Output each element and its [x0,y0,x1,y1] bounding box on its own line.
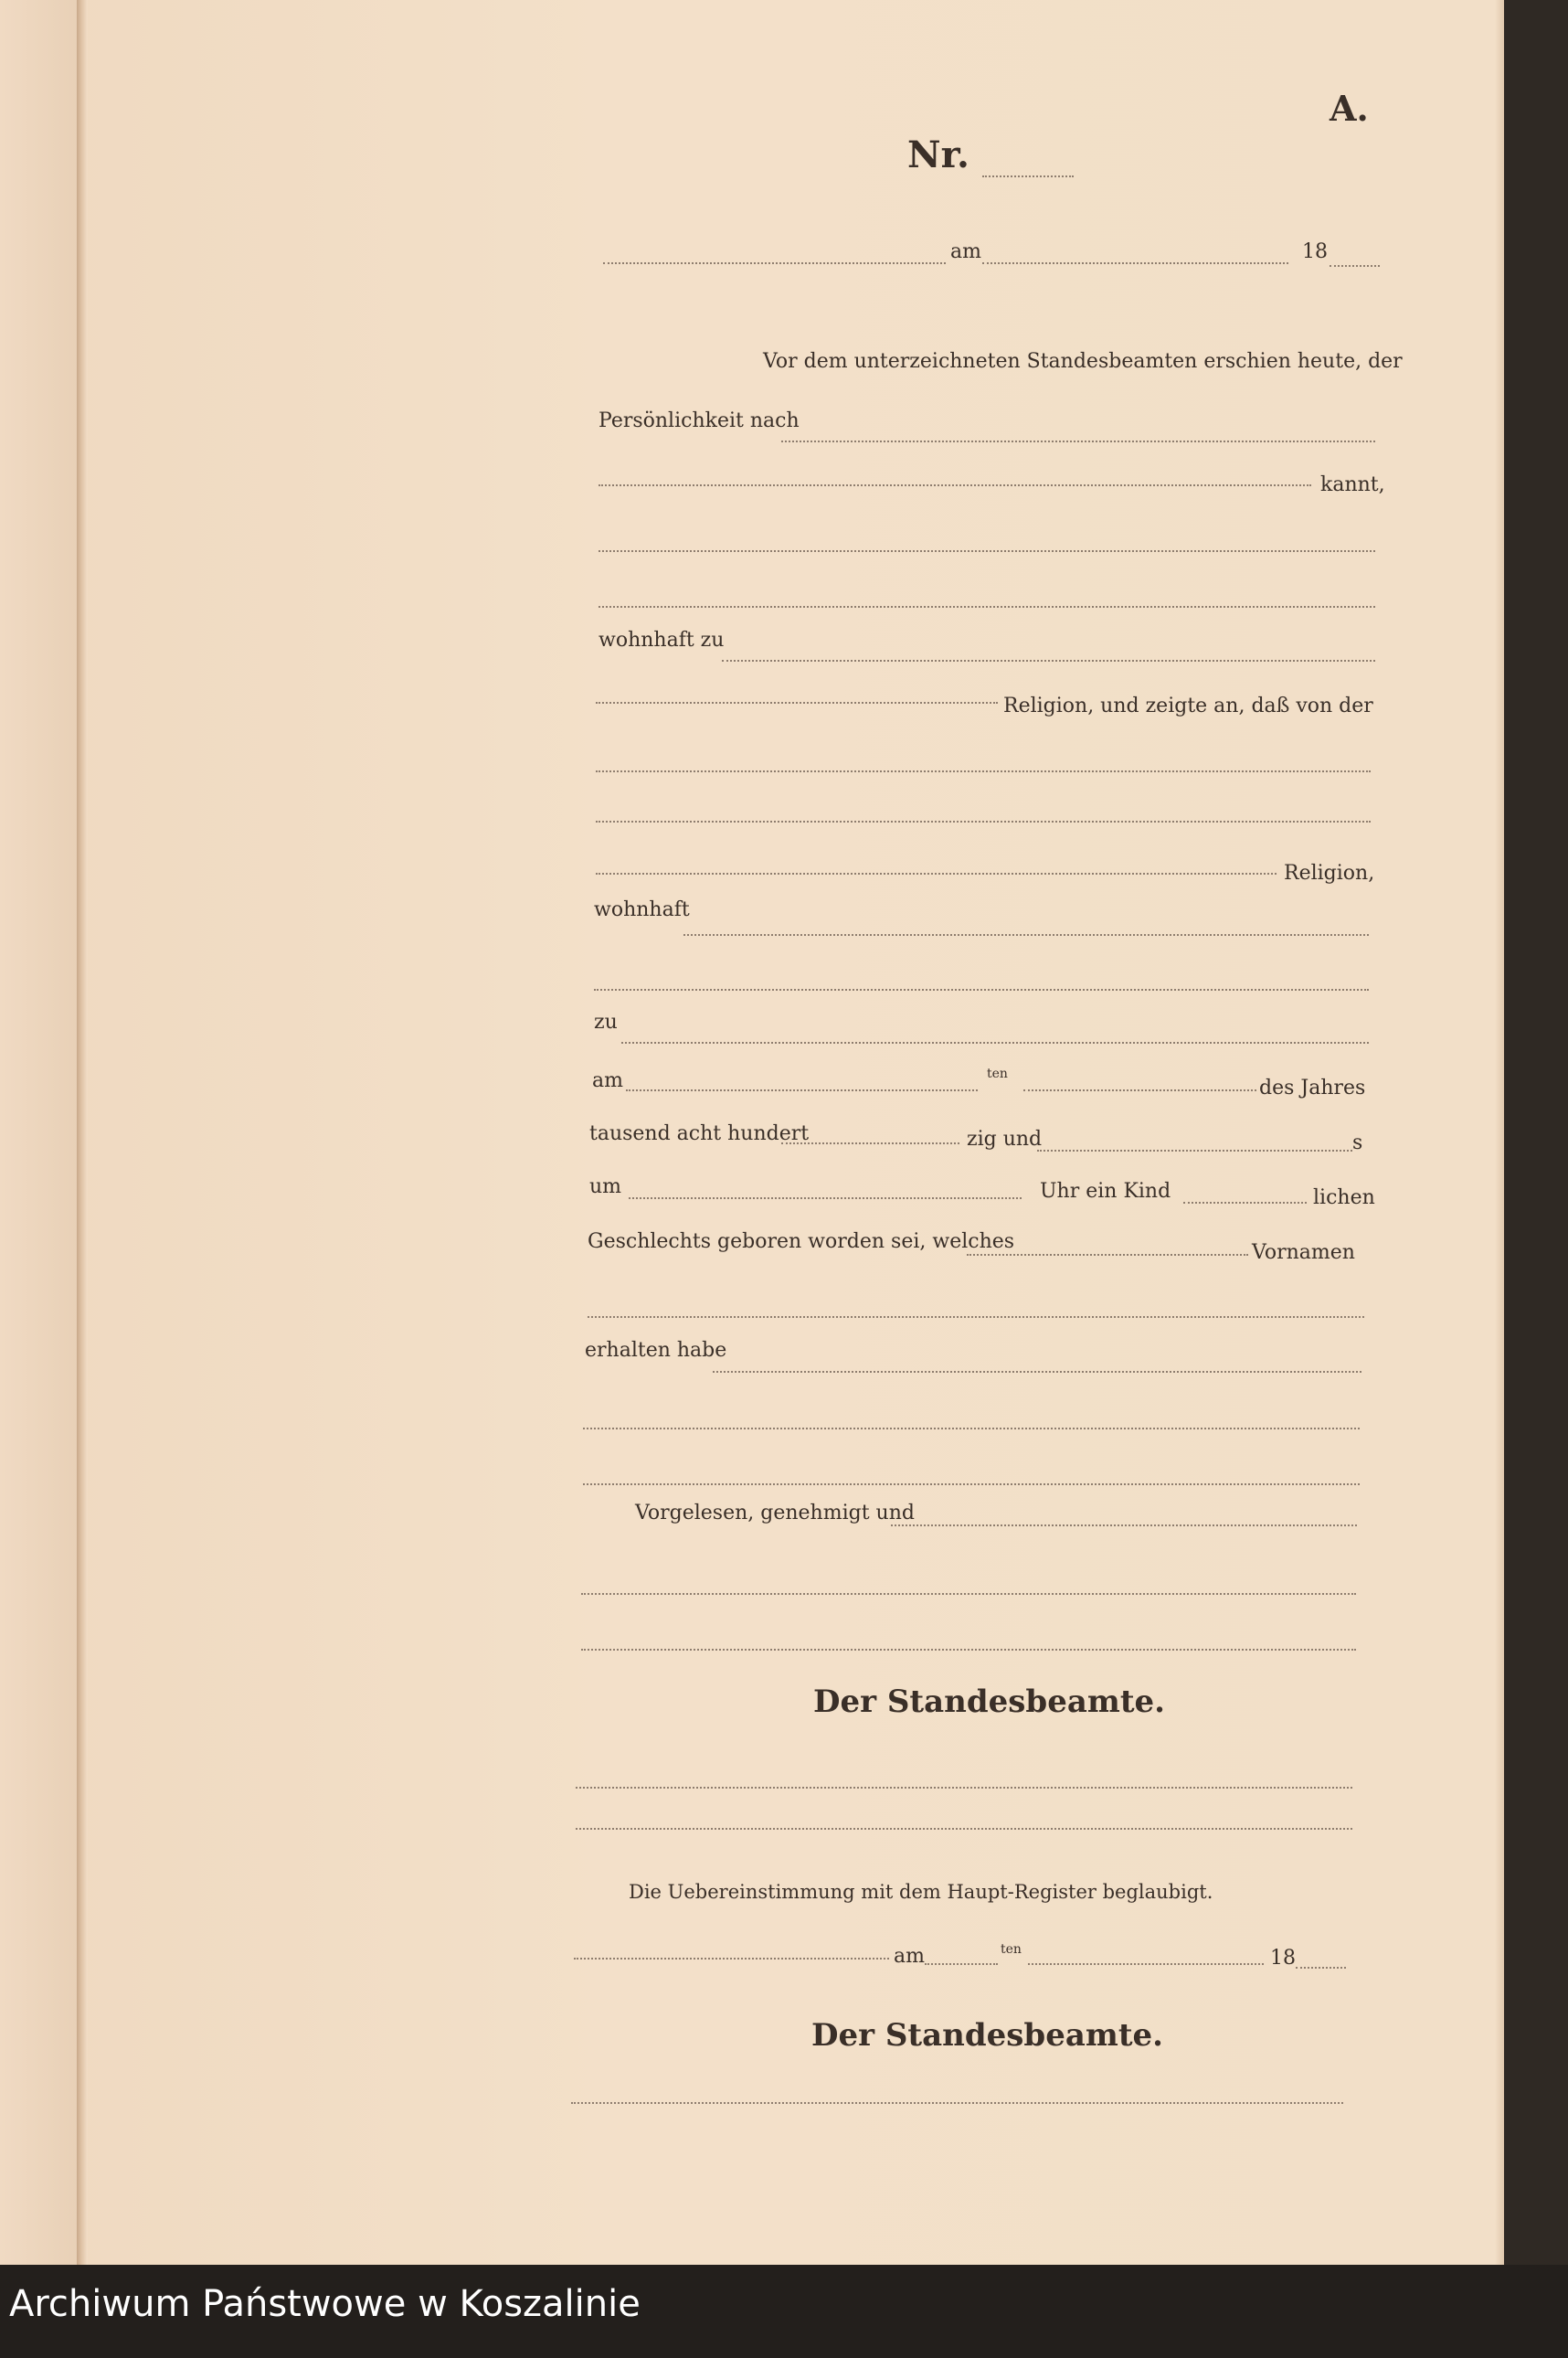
date-field [982,262,1288,264]
des-jahres-label: des Jahres [1259,1077,1366,1099]
tausend-label: tausend acht hundert [589,1122,810,1145]
persoenlichkeit-label: Persönlichkeit nach [599,409,800,432]
year-tens-field [781,1142,959,1144]
erhalten-field [713,1371,1361,1373]
vornamen-label: Vornamen [1252,1241,1355,1264]
line-field-8 [583,1428,1360,1429]
vornamen-field-1 [967,1254,1248,1256]
place-field [603,262,946,264]
number-field [982,175,1074,177]
zu-field [621,1042,1369,1044]
lichen-label: lichen [1313,1186,1375,1209]
wohnhaft-zu-label: wohnhaft zu [599,629,725,652]
form-letter: A. [1330,88,1369,129]
hour-field [629,1197,1022,1199]
scan-background-strip [1504,0,1568,2358]
number-label: Nr. [907,133,969,176]
line-field-1 [599,484,1311,486]
signature-field-1 [576,1787,1352,1789]
line-field-10 [581,1593,1356,1595]
left-page-edge [0,0,80,2265]
year-prefix: 18 [1302,240,1328,263]
religion-field-2 [596,873,1277,875]
year-units-field [1037,1150,1352,1152]
erhalten-label: erhalten habe [585,1339,727,1362]
signature-field-3 [571,2102,1343,2104]
persoenlichkeit-field [781,441,1375,442]
wohnhaft-field [683,934,1369,936]
cert-am-label: am [894,1945,925,1968]
line-field-2 [599,550,1375,552]
line-field-4 [596,770,1371,772]
cert-ten-label: ten [1001,1942,1022,1957]
vorgelesen-label: Vorgelesen, genehmigt und [635,1502,915,1524]
ten-label: ten [987,1067,1008,1081]
uhr-kind-label: Uhr ein Kind [1040,1180,1171,1203]
archive-name: Archiwum Państwowe w Koszalinie [9,2283,641,2325]
geschlechts-label: Geschlechts geboren worden sei, welches [588,1230,1015,1253]
religion-field-1 [596,702,998,704]
line-field-6 [594,989,1369,991]
vorgelesen-field [891,1524,1357,1526]
zu-label: zu [594,1011,618,1034]
cert-year-prefix: 18 [1270,1947,1296,1970]
archive-footer [0,2265,1568,2358]
signature-field-2 [576,1828,1352,1830]
year-field [1330,265,1380,267]
birth-month-field [1023,1089,1256,1091]
binding-fold [77,0,88,2265]
birth-am-label: am [592,1069,623,1092]
line-field-7 [588,1316,1364,1318]
religion-label: Religion, [1284,862,1375,885]
birth-day-field [626,1089,978,1091]
cert-year-field [1296,1967,1346,1969]
line-field-5 [596,821,1371,823]
line-field-3 [599,606,1375,608]
uebereinstimmung-text: Die Uebereinstimmung mit dem Haupt-Register beglaubigt. [629,1881,1213,1903]
line-field-9 [583,1483,1360,1485]
standesbeamte-heading-1: Der Standesbeamte. [813,1684,1166,1720]
intro-text: Vor dem unterzeichneten Standesbeamten erschien heute, der [763,350,1403,373]
line-field-11 [581,1649,1356,1651]
zig-und-label: zig und [967,1128,1043,1151]
um-label: um [589,1175,622,1198]
standesbeamte-heading-2: Der Standesbeamte. [811,2017,1164,2054]
kannt-label: kannt, [1320,473,1385,496]
religion-zeigte-label: Religion, und zeigte an, daß von der [1003,695,1373,717]
s-label: s [1352,1131,1363,1154]
cert-month-field [1028,1963,1264,1965]
wohnhaft-label: wohnhaft [594,898,690,921]
date-am-label: am [950,240,981,263]
cert-place-field [574,1958,889,1960]
wohnhaft-zu-field [722,660,1375,662]
gender-field [1183,1202,1307,1204]
cert-day-field [925,1963,998,1965]
